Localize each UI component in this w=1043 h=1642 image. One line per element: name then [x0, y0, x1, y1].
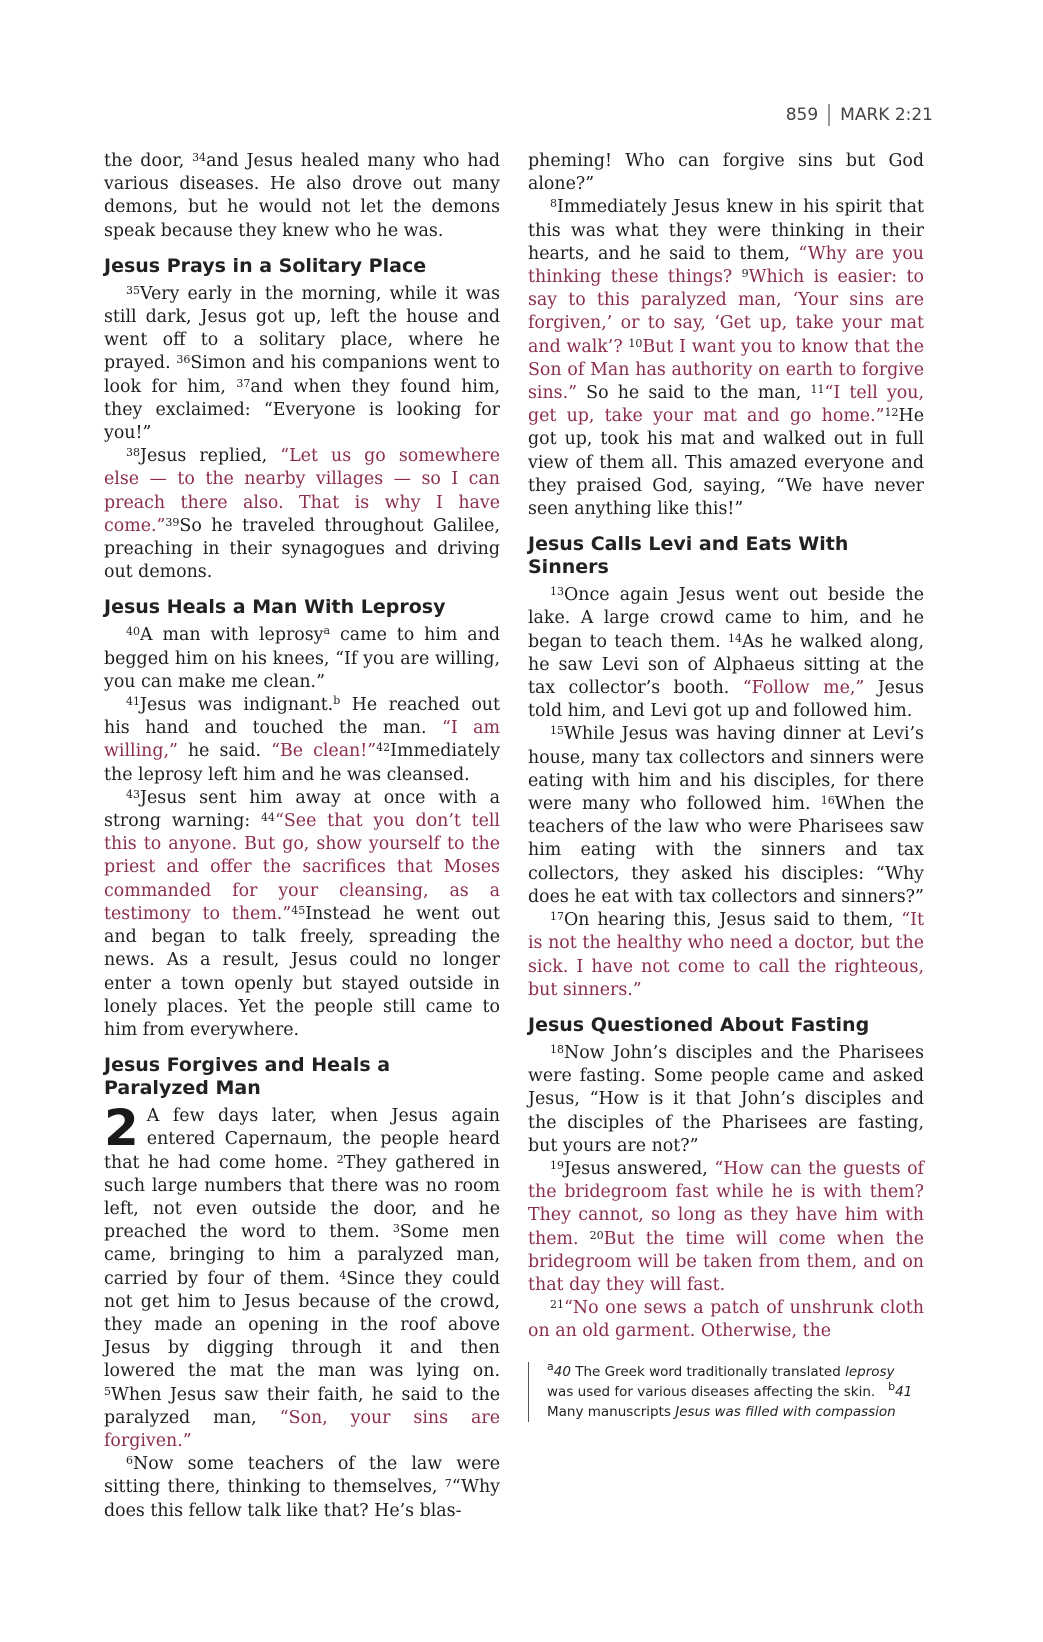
words-of-jesus: “Son, your sins are forgiven.” [104, 1407, 500, 1451]
text: Jesus replied, [140, 446, 281, 467]
words-of-jesus: “It is not the healthy who need a doctor, but the sick. I have not come to call the righteous, but sinners.” [528, 910, 924, 1000]
verse-number: 39 [165, 515, 180, 529]
words-of-jesus: “How can the guests of the bridegroom fast while he is with them? They cannot, so long as they have him with them. [528, 1158, 924, 1249]
text: and when they found him, they exclaimed: “Everyone is looking for you!” [104, 376, 500, 444]
chapter-reference: MARK 2:21 [840, 105, 933, 125]
verse-number: 4 [339, 1268, 347, 1282]
text: Now some teachers of the law were sitting there, thinking to themselves, [104, 1454, 500, 1498]
italic-text: Jesus was filled with compassion [675, 1403, 896, 1420]
text: So he traveled throughout Galilee, preaching in their synagogues and driving out demons. [104, 515, 500, 583]
words-of-jesus: “Be clean!” [271, 741, 377, 762]
text: Very early in the morning, while it was still dark, Jesus got up, left the house and went off to a solitary place, where he prayed. [104, 283, 500, 374]
verse-number: 38 [126, 446, 140, 460]
text: Since they could not get him to Jesus because of the crowd, they made an opening in the roof above Jesus by digging through it and then lowered the mat the man was lying on. [104, 1268, 500, 1382]
paragraph [528, 1042, 924, 1158]
verse-number: 21 [550, 1298, 564, 1312]
paragraph [104, 624, 500, 694]
text: was used for various diseases affecting the skin. [547, 1383, 876, 1400]
words-of-jesus: “Why are you thinking these things? [528, 243, 924, 288]
verse-number: 12 [884, 406, 899, 420]
words-of-jesus: But the time will come when the bridegroom will be taken from them, and on that day they will fast. [528, 1228, 924, 1295]
text: “Why does this fellow talk like that? He’s blas- [104, 1477, 500, 1521]
verse-number: 5 [104, 1384, 111, 1398]
text: came to him and begged him on his knees, “If you are willing, you can make me clean.” [104, 625, 500, 692]
footnote-ref: 41 [895, 1383, 913, 1400]
italic-text: leprosy [845, 1363, 895, 1380]
text: Immediately Jesus knew in his spirit that this was what they were thinking in their hearts, and he said to them, [528, 197, 924, 264]
paragraph [104, 1099, 501, 1453]
words-of-jesus: “Follow me,” [742, 678, 865, 699]
words-of-jesus: “Let us go somewhere else — to the nearby villages — so I can preach there also. That is why I have come.” [104, 446, 500, 536]
verse-number: 13 [550, 585, 564, 599]
footnote-marker[interactable]: a [323, 624, 331, 638]
text: While Jesus was having dinner at Levi’s house, many tax collectors and sinners were eating with him and his disciples, for there were many who followed him. [528, 724, 924, 815]
paragraph [528, 909, 924, 1002]
text: Many manuscripts [547, 1403, 676, 1420]
text: Jesus was indignant. [140, 695, 334, 716]
verse-number: 20 [589, 1228, 604, 1242]
verse-number: 9 [741, 267, 749, 281]
paragraph [104, 1453, 500, 1523]
paragraph [528, 196, 924, 521]
text: Simon and his companions went to look for him, [104, 353, 500, 397]
text: A man with leprosy [140, 625, 324, 646]
text: They gathered in such large numbers that there was no room left, not even outside the door, and he preached the word to them. [104, 1152, 501, 1243]
words-of-jesus: “I am willing,” [104, 718, 500, 762]
verse-number: 17 [550, 910, 564, 924]
right-column [528, 150, 924, 1422]
verse-number: 10 [628, 336, 643, 350]
chapter-number: 2 [104, 1099, 139, 1158]
paragraph [528, 723, 924, 909]
verse-number: 7 [444, 1477, 452, 1491]
words-of-jesus: “No one sews a patch of unshrunk cloth on an old garment. Otherwise, the [528, 1298, 924, 1342]
verse-number: 3 [392, 1222, 400, 1236]
footnote-mark: b [888, 1379, 896, 1393]
verse-number: 19 [550, 1158, 564, 1172]
verse-number: 37 [236, 376, 251, 390]
header-divider [828, 104, 830, 126]
footnote-ref: 40 [553, 1363, 571, 1380]
verse-number: 6 [126, 1454, 133, 1468]
verse-number: 45 [291, 903, 306, 917]
verse-number: 14 [727, 631, 742, 645]
section-heading: Jesus Heals a Man With Leprosy [104, 596, 446, 619]
text: He got up, took his mat and walked out in full view of them all. This amazed everyone and they praised God, saying, “We have never seen anything like this!” [528, 406, 924, 520]
page-number: 859 [785, 105, 819, 125]
footnote-a [547, 1359, 924, 1422]
running-header [786, 104, 933, 126]
text: he said. [177, 741, 272, 762]
text: The Greek word traditionally translated [570, 1363, 846, 1380]
paragraph [104, 283, 500, 445]
text: Instead he went out and began to talk freely, spreading the news. As a result, Jesus could no longer enter a town openly but stayed outside in lonely places. Yet the people still came to him from everywhere. [104, 903, 500, 1040]
words-of-jesus: Which is easier: to say to this paralyzed man, ‘Your sins are forgiven,’ or to say, ‘Get up, take your mat and walk’? [528, 267, 924, 357]
paragraph [104, 694, 500, 787]
text: He reached out his hand and touched the man. [104, 695, 500, 739]
text: Jesus told him, and Levi got up and followed him. [528, 678, 925, 722]
verse-number: 16 [820, 794, 835, 808]
text: the door, [104, 151, 193, 171]
words-of-jesus: But I want you to know that the Son of Man has authority on earth to forgive sins.” [528, 336, 924, 404]
verse-number: 44 [260, 811, 275, 825]
verse-number: 8 [550, 197, 557, 211]
verse-number: 36 [176, 353, 191, 367]
verse-number: 42 [376, 741, 391, 755]
paragraph [528, 150, 924, 196]
text: Jesus answered, [564, 1158, 715, 1179]
verse-number: 15 [550, 724, 564, 738]
section-heading: Jesus Calls Levi and Eats With Sinners [528, 533, 849, 579]
paragraph [528, 1158, 924, 1297]
text: pheming! Who can forgive sins but God alone?” [528, 151, 924, 195]
paragraph [104, 150, 500, 243]
text: When the teachers of the law who were Pharisees saw him eating with the sinners and tax collectors, they asked his disciples: “Why does he eat with tax collectors and sinners?” [528, 794, 925, 907]
text: Once again Jesus went out beside the lake. A large crowd came to him, and he began to teach them. [528, 585, 924, 652]
text: On hearing this, Jesus said to them, [564, 910, 902, 931]
footnotes [528, 1359, 924, 1422]
text: Immediately the leprosy left him and he was cleansed. [104, 741, 501, 785]
words-of-jesus: “See that you don’t tell this to anyone. But go, show yourself to the priest and offer the sacrifices that Moses commanded for your cleansing, as a testimony to them.” [104, 811, 500, 924]
text: So he said to the man, [577, 383, 811, 404]
paragraph [104, 445, 500, 584]
text: A few days later, when Jesus again entered Capernaum, the people heard that he had come home. [104, 1106, 500, 1173]
text: As he walked along, he saw Levi son of Alphaeus sitting at the tax collector’s booth. [528, 631, 924, 699]
paragraph [528, 1297, 924, 1343]
text: Now John’s disciples and the Pharisees were fasting. Some people came and asked Jesus, “How is it that John’s disciples and the disciples of the Pharisees are fasting, but yours are not?” [528, 1042, 924, 1156]
text: Some men came, bringing to him a paralyzed man, carried by four of them. [104, 1222, 500, 1289]
verse-number: 2 [336, 1152, 344, 1166]
verse-number: 34 [192, 151, 207, 164]
words-of-jesus: “I tell you, get up, take your mat and go home.” [528, 383, 924, 427]
paragraph [528, 584, 924, 723]
section-heading: Jesus Questioned About Fasting [528, 1013, 870, 1036]
verse-number: 40 [126, 625, 140, 639]
verse-number: 41 [126, 695, 140, 709]
verse-number: 35 [126, 283, 140, 297]
paragraph [104, 787, 500, 1042]
section-heading: Jesus Prays in a Solitary Place [104, 254, 427, 277]
text: When Jesus saw their faith, he said to the paralyzed man, [104, 1384, 500, 1428]
verse-number: 11 [810, 383, 825, 397]
text: and Jesus healed many who had various diseases. He also drove out many demons, but he would not let the demons speak because they knew who he was. [104, 151, 500, 241]
text: Jesus sent him away at once with a strong warning: [104, 787, 500, 832]
footnote-mark: a [547, 1359, 554, 1373]
section-heading: Jesus Forgives and Heals a Paralyzed Man [104, 1054, 391, 1100]
footnote-marker[interactable]: b [333, 694, 341, 708]
left-column [104, 150, 500, 1523]
verse-number: 18 [550, 1042, 564, 1056]
verse-number: 43 [126, 787, 140, 801]
